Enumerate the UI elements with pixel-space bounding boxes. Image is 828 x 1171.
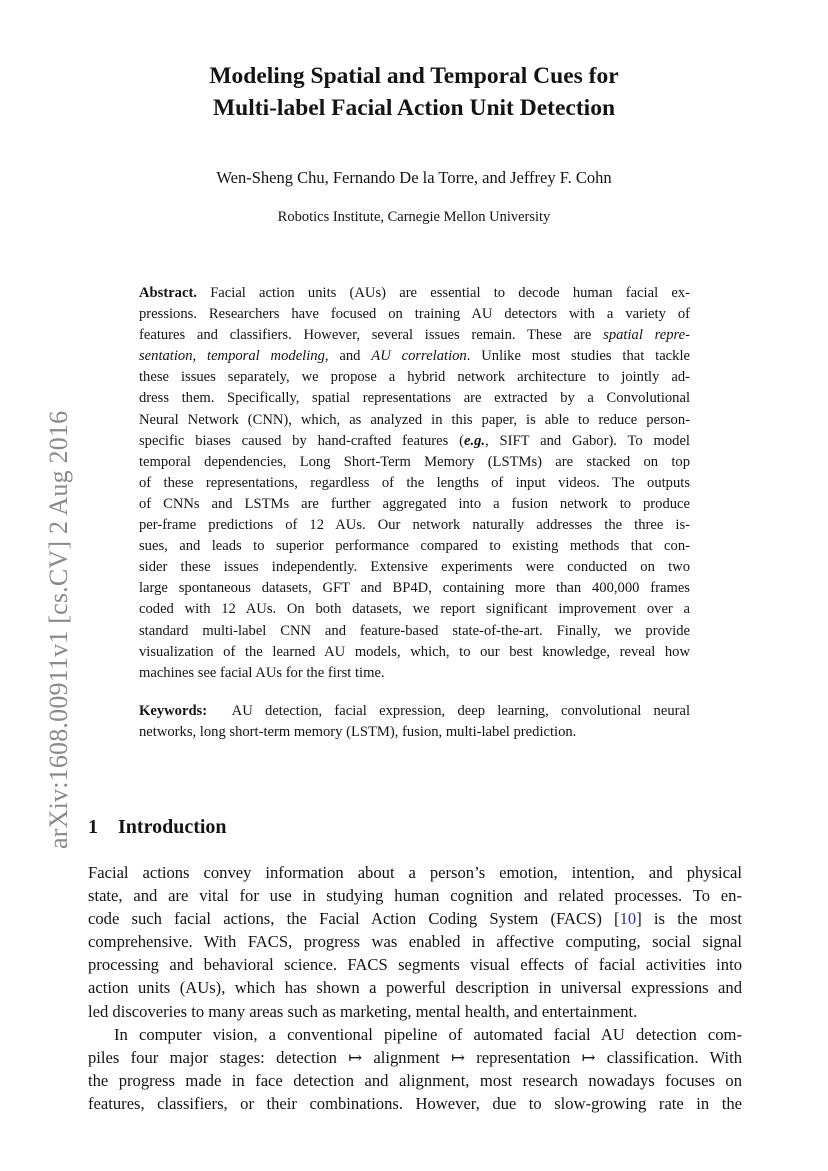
arxiv-identifier: arXiv:1608.00911v1 [cs.CV] 2 Aug 2016	[44, 410, 73, 849]
abstract-line: pressions. Researchers have focused on training AU detectors with a variety of	[139, 306, 690, 323]
abstract-line: these issues separately, we propose a hybrid network architecture to jointly ad-	[139, 369, 690, 386]
abstract-label: Abstract.	[139, 285, 197, 301]
keywords-label: Keywords:	[139, 703, 208, 719]
keywords-line	[139, 701, 690, 722]
body-line: processing and behavioral science. FACS segments visual effects of facial activities into	[88, 955, 742, 975]
abstract	[139, 283, 690, 684]
abstract-text: specific biases caused by hand-crafted features (	[139, 432, 464, 449]
keywords-line: networks, long short-term memory (LSTM), fusion, multi-label prediction.	[139, 724, 577, 741]
abstract-italic: spatial repre-	[603, 327, 690, 344]
body-line: piles four major stages: detection ↦ alignment ↦ representation ↦ classification. With	[88, 1047, 742, 1067]
abstract-line	[139, 283, 690, 304]
abstract-text: . Unlike most studies that tackle	[466, 348, 690, 365]
paper-title	[90, 60, 738, 124]
abstract-line: machines see facial AUs for the first time.	[139, 664, 385, 681]
abstract-line: of CNNs and LSTMs are further aggregated into a fusion network to produce	[139, 495, 690, 512]
abstract-line: dress them. Specifically, spatial representations are extracted by a Convolutional	[139, 390, 690, 407]
abstract-line: temporal dependencies, Long Short-Term Memory (LSTMs) are stacked on top	[139, 453, 690, 470]
keywords	[139, 701, 690, 743]
abstract-line: sider these issues independently. Extensive experiments were conducted on two	[139, 559, 690, 576]
body-line: state, and are vital for use in studying human cognition and related processes. To en-	[88, 886, 742, 906]
body-line	[88, 907, 742, 930]
section-title: Introduction	[118, 816, 227, 838]
abstract-line: sues, and leads to superior performance compared to existing methods that con-	[139, 538, 690, 555]
section-heading	[88, 814, 227, 840]
abstract-line: standard multi-label CNN and feature-based state-of-the-art. Finally, we provide	[139, 622, 690, 639]
abstract-line: per-frame predictions of 12 AUs. Our network naturally addresses the three is-	[139, 517, 690, 534]
abstract-italic	[464, 433, 485, 449]
authors: Wen-Sheng Chu, Fernando De la Torre, and Jeffrey F. Cohn	[216, 168, 612, 187]
abstract-text: , and	[324, 348, 372, 365]
body-line: In computer vision, a conventional pipeline of automated facial AU detection com-	[114, 1024, 742, 1044]
abstract-line: visualization of the learned AU models, which, to our best knowledge, reveal how	[139, 643, 690, 660]
abstract-italic: temporal modeling	[207, 348, 325, 365]
abstract-italic: sentation	[139, 348, 193, 365]
abstract-line: large spontaneous datasets, GFT and BP4D, containing more than 400,000 frames	[139, 580, 690, 597]
abstract-line: Neural Network (CNN), which, as analyzed in this paper, is able to reduce person-	[139, 411, 690, 428]
abstract-line	[139, 431, 690, 452]
abstract-text: Facial action units (AUs) are essential to decode human facial ex-	[210, 285, 690, 301]
body-line: comprehensive. With FACS, progress was enabled in affective computing, social signal	[88, 932, 742, 952]
abstract-eg: e.g.	[464, 432, 486, 449]
body-text-span: ] is the most	[636, 909, 742, 929]
body-line: led discoveries to many areas such as marketing, mental health, and entertainment.	[88, 1001, 638, 1021]
title-line-1: Modeling Spatial and Temporal Cues for	[209, 63, 619, 89]
abstract-text: , SIFT and Gabor). To model	[485, 432, 690, 449]
abstract-text: ,	[192, 348, 208, 365]
body-line: Facial actions convey information about a person’s emotion, intention, and physical	[88, 863, 742, 882]
abstract-line	[139, 346, 690, 367]
abstract-line: of these representations, regardless of the lengths of input videos. The outputs	[139, 474, 690, 491]
affiliation: Robotics Institute, Carnegie Mellon University	[277, 209, 551, 225]
abstract-italic: AU correlation	[371, 348, 467, 365]
title-line-2: Multi-label Facial Action Unit Detection	[212, 95, 616, 121]
body-line: action units (AUs), which has shown a powerful description in universal expressions and	[88, 978, 742, 998]
section-number: 1	[88, 816, 98, 838]
abstract-text: features and classifiers. However, several issues remain. These are	[139, 327, 592, 344]
body-text-span: code such facial actions, the Facial Action Coding System (FACS) [	[88, 909, 620, 929]
body-line: features, classifiers, or their combinations. However, due to slow-growing rate in the	[88, 1093, 742, 1113]
keywords-text: AU detection, facial expression, deep learning, convolutional neural	[231, 703, 691, 719]
body-line: the progress made in face detection and alignment, most research nowadays focuses on	[88, 1070, 742, 1090]
abstract-line: coded with 12 AUs. On both datasets, we report significant improvement over a	[139, 601, 690, 618]
body-text	[88, 861, 742, 1115]
citation-link[interactable]: 10	[619, 909, 637, 929]
abstract-line	[139, 325, 690, 346]
